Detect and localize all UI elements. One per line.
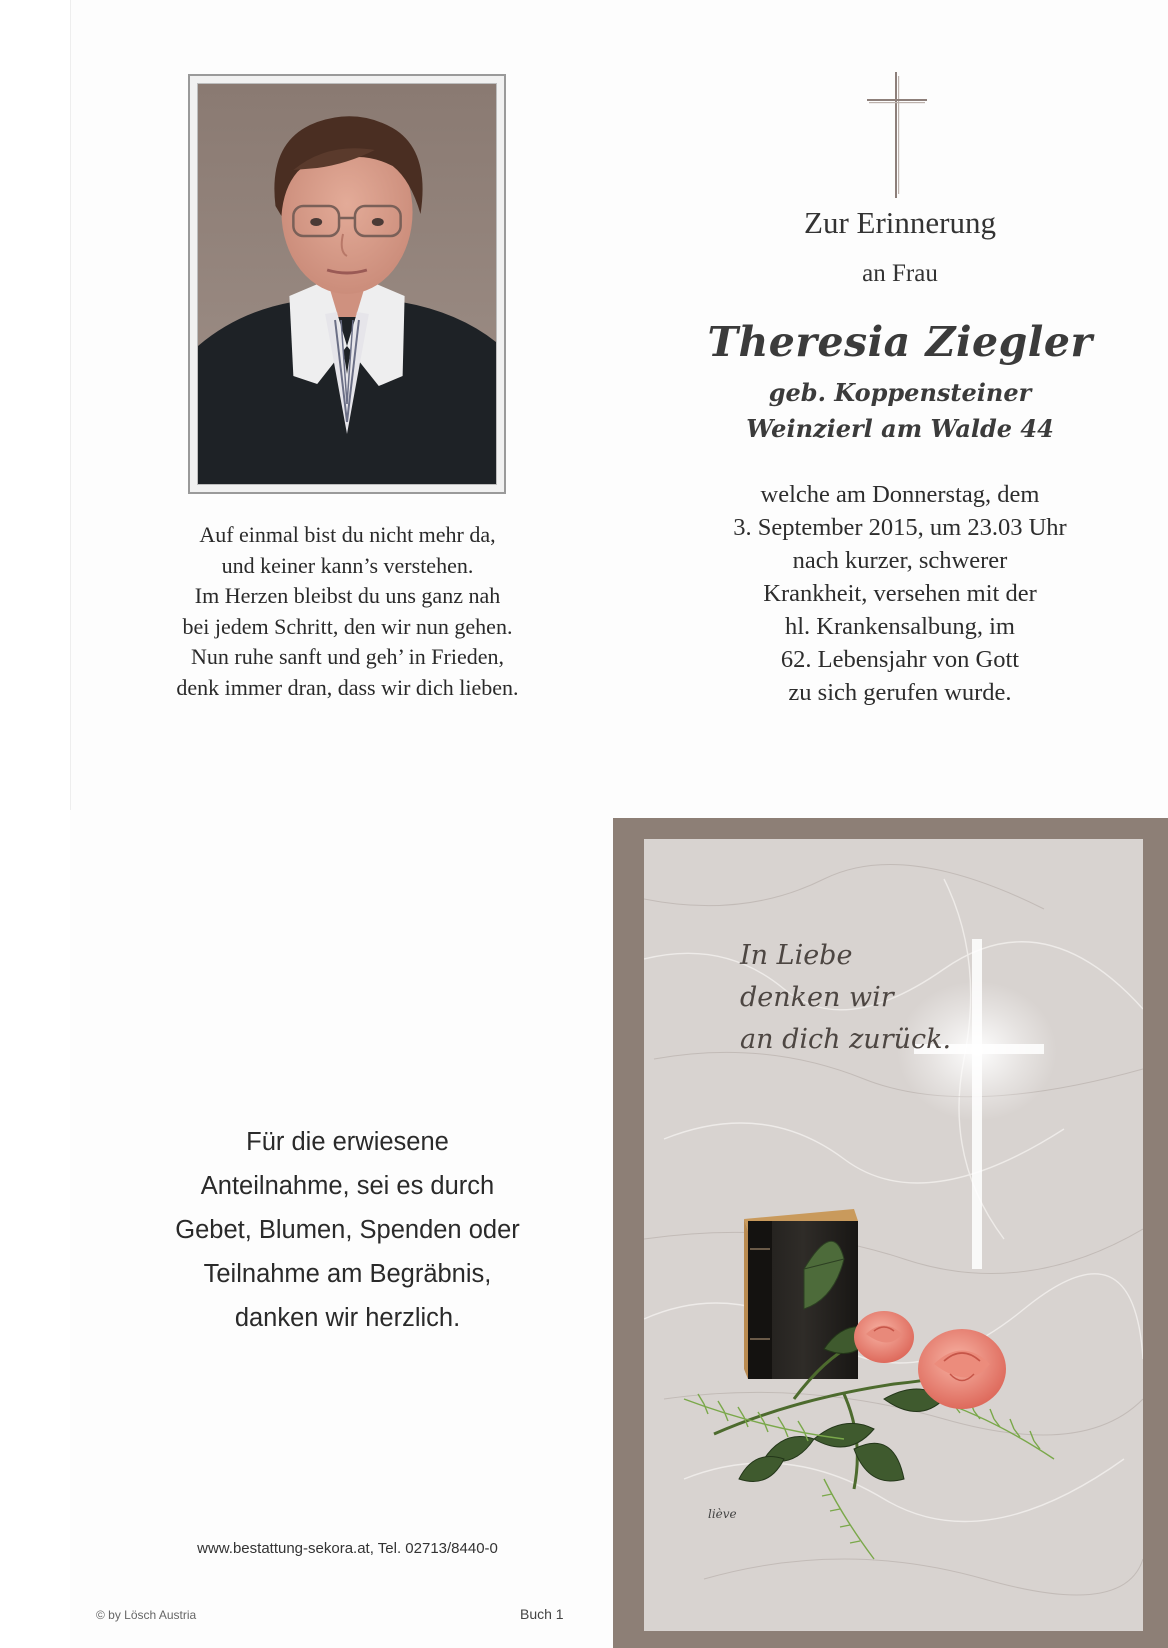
obituary-line: welche am Donnerstag, dem [760, 481, 1040, 508]
poem-line: Auf einmal bist du nicht mehr da, [199, 522, 496, 547]
fold-edge [70, 0, 71, 810]
obituary-line: 3. September 2015, um 23.03 Uhr [733, 514, 1067, 541]
poem-line: bei jedem Schritt, den wir nun gehen. [182, 613, 513, 639]
card-verse [740, 935, 1000, 1061]
obituary-line: nach kurzer, schwerer [792, 547, 1008, 574]
thanks-text [110, 1120, 585, 1340]
thanks-line: Teilnahme am Begräbnis, [203, 1260, 492, 1288]
obituary-line: hl. Krankensalbung, im [785, 613, 1015, 640]
rose-icon [854, 1311, 1006, 1409]
verse-line: In Liebe [740, 940, 853, 971]
portrait-illustration [198, 84, 496, 484]
address: Weinzierl am Walde 44 [746, 414, 1054, 443]
book-number: Buch 1 [520, 1606, 564, 1622]
artist-signature: liève [708, 1507, 737, 1521]
obituary-line: Krankheit, versehen mit der [763, 580, 1037, 607]
thanks-line: Gebet, Blumen, Spenden oder [175, 1216, 520, 1244]
poem-line: denk immer dran, dass wir dich lieben. [176, 674, 519, 700]
poem-line: Im Herzen bleibst du uns ganz nah [194, 583, 501, 608]
memory-title: Zur Erinnerung [804, 205, 996, 240]
portrait-photo [197, 83, 497, 485]
deceased-name: Theresia Ziegler [707, 318, 1093, 366]
memorial-poem [110, 520, 585, 703]
funeral-home-contact: www.bestattung-sekora.at, Tel. 02713/8440-0 [197, 1540, 498, 1557]
verse-line: an dich zurück. [740, 1024, 952, 1055]
copyright-note: © by Lösch Austria [96, 1608, 197, 1622]
birth-name: geb. Koppensteiner [768, 378, 1032, 407]
thanks-line: danken wir herzlich. [234, 1304, 461, 1332]
decorative-card [613, 818, 1168, 1648]
thanks-line: Anteilnahme, sei es durch [200, 1172, 495, 1200]
thanks-line: Für die erwiesene [246, 1128, 449, 1156]
obituary-line: zu sich gerufen wurde. [788, 679, 1012, 706]
marble-panel [644, 839, 1143, 1631]
portrait-frame [188, 74, 506, 494]
poem-line: Nun ruhe sanft und geh’ in Frieden, [190, 644, 505, 669]
cross-icon [867, 72, 927, 198]
verse-line: denken wir [740, 982, 894, 1013]
poem-line: und keiner kann’s verstehen. [221, 552, 474, 578]
obituary-text [640, 478, 1160, 709]
honorific: an Frau [862, 260, 938, 287]
obituary-line: 62. Lebensjahr von Gott [780, 646, 1020, 673]
